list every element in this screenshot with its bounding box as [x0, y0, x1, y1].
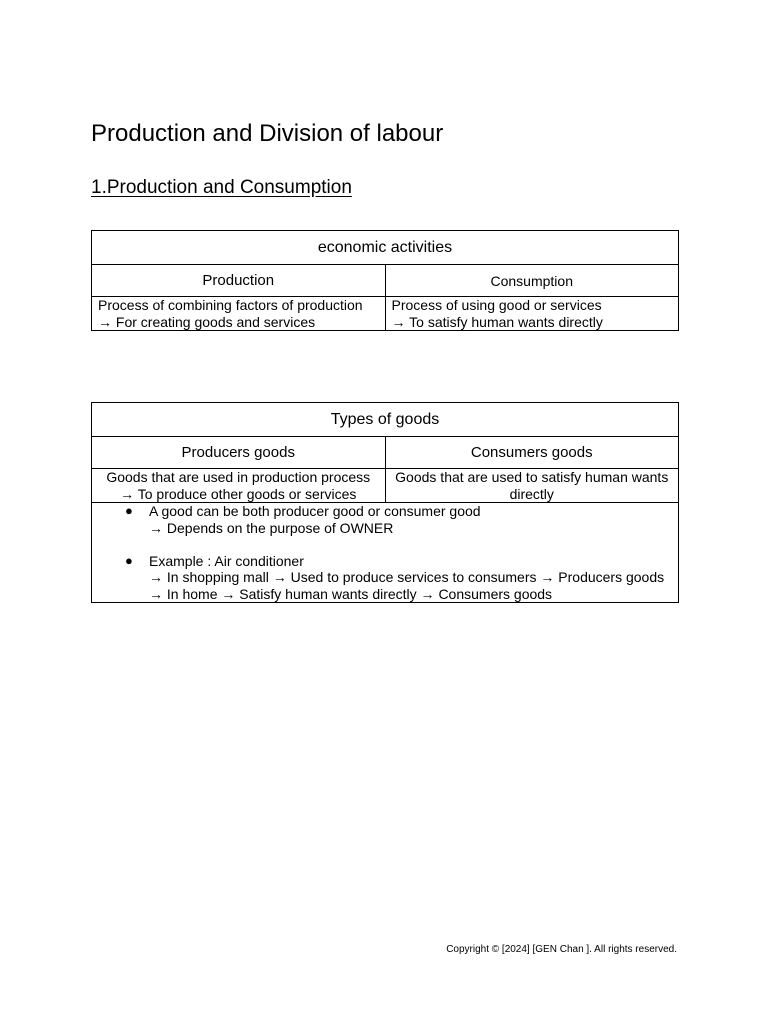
- table-row: [92, 297, 679, 331]
- economic-activities-table: [91, 230, 679, 331]
- description-line: → For creating goods and services: [98, 313, 316, 330]
- column-header-producers-goods: Producers goods: [92, 437, 386, 469]
- consumers-goods-description: [385, 469, 679, 503]
- table-row: [92, 469, 679, 503]
- note-line: Example : Air conditioner: [149, 552, 304, 569]
- types-of-goods-table: [91, 402, 679, 603]
- notes-cell: [92, 503, 679, 603]
- description-line: → To satisfy human wants directly: [391, 313, 603, 330]
- table-header-row: [92, 265, 679, 297]
- description-line: Process of combining factors of production: [98, 297, 363, 313]
- note-line: A good can be both producer good or consumer good: [149, 503, 481, 519]
- description-line: Goods that are used to satisfy human wants: [395, 469, 669, 485]
- note-line: → In home → Satisfy human wants directly → Consumers goods: [149, 585, 553, 602]
- production-description: [92, 297, 386, 331]
- note-line: → Depends on the purpose of OWNER: [149, 519, 394, 536]
- bullet-icon: ●: [125, 552, 133, 568]
- footer-copyright: Copyright © [2024] [GEN Chan ]. All rights reserved.: [446, 944, 677, 955]
- column-header-consumers-goods: Consumers goods: [385, 437, 679, 469]
- table-caption-row: [92, 231, 679, 265]
- producers-goods-description: [92, 469, 386, 503]
- table-row: [92, 503, 679, 603]
- notes-list: [98, 503, 672, 602]
- note-line: → In shopping mall → Used to produce services to consumers → Producers goods: [149, 569, 665, 585]
- column-header-consumption: Consumption: [385, 265, 679, 297]
- column-header-production: Production: [92, 265, 386, 297]
- table-caption-row: [92, 403, 679, 437]
- page-title: Production and Division of labour: [91, 120, 444, 147]
- consumption-description: [385, 297, 679, 331]
- description-line: Process of using good or services: [391, 297, 602, 313]
- list-item: [125, 503, 672, 536]
- table-header-row: [92, 437, 679, 469]
- section-heading: 1.Production and Consumption: [91, 177, 352, 198]
- list-item: [125, 552, 672, 603]
- bullet-icon: ●: [125, 503, 133, 518]
- table-caption: economic activities: [92, 231, 679, 265]
- table-caption: Types of goods: [92, 403, 679, 437]
- description-line: Goods that are used in production process: [106, 469, 371, 485]
- description-line: → To produce other goods or services: [120, 485, 357, 502]
- description-line: directly: [509, 485, 554, 502]
